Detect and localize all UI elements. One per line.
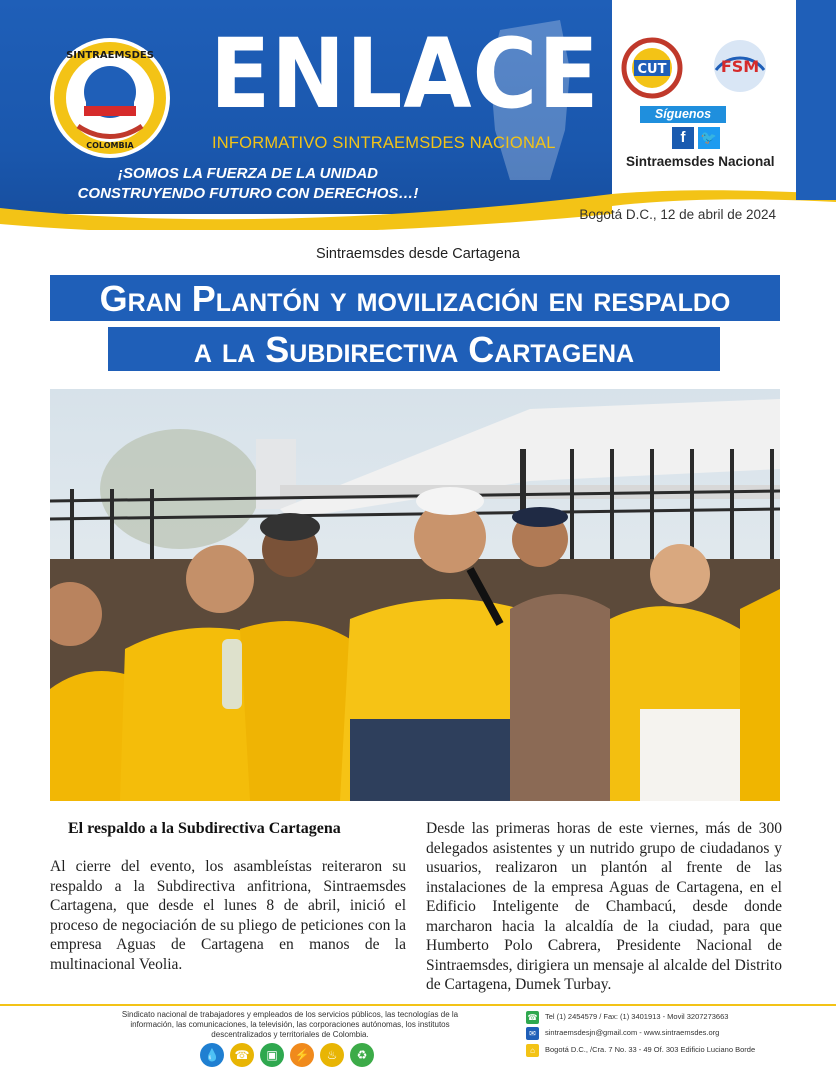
television-icon: ▣ xyxy=(260,1043,284,1067)
footer-email xyxy=(526,1026,719,1040)
social-links xyxy=(672,127,722,149)
logo-text-top: SINTRAEMSDES xyxy=(66,50,154,61)
fsm-logo-text: FSM xyxy=(720,57,760,76)
social-handle: Sintraemsdes Nacional xyxy=(626,154,775,169)
follow-us-badge: Síguenos xyxy=(640,106,726,123)
phone-icon: ☎ xyxy=(527,1012,538,1022)
gas-flame-icon: ♨ xyxy=(320,1043,344,1067)
headline-line-1: Gran Plantón y movilización en respaldo xyxy=(50,275,780,321)
motto-line-2: CONSTRUYENDO FUTURO CON DERECHOS…! xyxy=(77,185,419,202)
newsletter-subtitle: INFORMATIVO SINTRAEMSDES NACIONAL xyxy=(212,134,556,152)
footer-address xyxy=(526,1043,755,1057)
publication-date: Bogotá D.C., 12 de abril de 2024 xyxy=(579,207,776,222)
article-kicker: Sintraemsdes desde Cartagena xyxy=(316,246,520,262)
rally-photo xyxy=(50,389,780,801)
section-title: El respaldo a la Subdirectiva Cartagena xyxy=(68,820,341,837)
left-column-paragraph: Al cierre del evento, los asambleístas reiteraron su respaldo a la Subdirectiva anfitriona, Sintraemsdes Cartagena, que desde el lunes 8 de abril, inició el proceso de negociación de su pliego de peticiones con la empresa Aguas de Cartagena en manos de la multinacional Veolia. xyxy=(50,858,406,973)
water-drop-icon: 💧 xyxy=(200,1043,224,1067)
address-text: Bogotá D.C., /Cra. 7 No. 33 - 49 Of. 303 Edificio Luciano Borde xyxy=(545,1045,756,1054)
telephone-icon: ☎ xyxy=(230,1043,254,1067)
location-icon: ⌂ xyxy=(526,1044,539,1057)
motto xyxy=(58,164,438,204)
email-icon: ✉ xyxy=(526,1027,539,1040)
newsletter-title: ENLACE xyxy=(210,18,600,130)
footer-phone xyxy=(526,1010,728,1024)
header-right-strip xyxy=(796,0,836,200)
phone-text: Tel (1) 2454579 / Fax: (1) 3401913 - Movil 3207273663 xyxy=(545,1012,729,1021)
sintraemsdes-logo xyxy=(48,36,172,160)
cut-logo-text: CUT xyxy=(637,62,667,77)
headline-line-2: a la Subdirectiva Cartagena xyxy=(108,327,720,371)
logo-text-bottom: COLOMBIA xyxy=(86,141,134,150)
facebook-icon[interactable]: f xyxy=(672,127,694,149)
partner-logos xyxy=(612,34,792,104)
twitter-icon[interactable]: 🐦 xyxy=(698,127,720,149)
energy-icon: ⚡ xyxy=(290,1043,314,1067)
recycle-icon: ♻ xyxy=(350,1043,374,1067)
email-web-text[interactable]: sintraemsdesjn@gmail.com - www.sintraemsdes.org xyxy=(545,1028,720,1037)
right-column-paragraph: Desde las primeras horas de este viernes, más de 300 delegados asistentes y un nutrido grupo de ciudadanos y usuarios, realizaron un plantón al frente de las instalaciones de la empresa Aguas de Cartagena, en el Edificio Inteligente de Chambacú, desde donde marcharon hacia la alcaldía de la ciudad, para que Humberto Polo Cabrera, Presidente Nacional de Sintraemsdes, dirigiera un mensaje al alcalde del Distrito de Cartagena, Dumek Turbay. xyxy=(426,820,782,993)
motto-line-1: ¡SOMOS LA FUERZA DE LA UNIDAD xyxy=(118,165,378,182)
footer-description: Sindicato nacional de trabajadores y empleados de los servicios públicos, las tecnologías de la información, las comunicaciones, la televisión, las corporaciones autónomas, los institutos descentralizados y territoriales de Colombia. xyxy=(121,1010,459,1039)
footer-divider xyxy=(0,1004,836,1006)
fsm-logo xyxy=(714,40,766,92)
cut-logo xyxy=(624,40,680,96)
service-icons xyxy=(200,1043,380,1069)
